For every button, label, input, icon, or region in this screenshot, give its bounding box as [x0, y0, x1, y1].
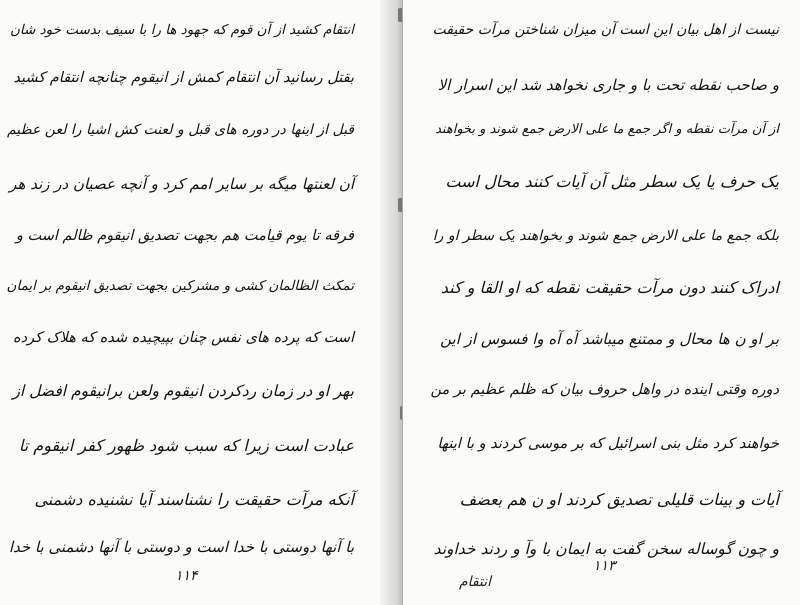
manuscript-line: از آن مرآت نقطه و اگر جمع ما علی الارض جمع شوند و بخواهند	[435, 122, 779, 137]
catchword: انتقام	[459, 574, 492, 590]
manuscript-line: انتقام کشید از آن قوم که جهود ها را با سیف بدست خود شان	[9, 22, 354, 38]
page-number: ۱۱۴	[175, 568, 198, 584]
manuscript-line: بقتل رسانید آن انتقام کمش از انیقوم چنانچه انتقام کشید	[13, 70, 354, 86]
manuscript-line: آیات و بینات قلیلی تصدیق کردند او ن هم بعضف	[459, 490, 779, 509]
manuscript-line: است که پرده های نفس چنان بپیچیده شده که هلاک کرده	[13, 330, 354, 346]
manuscript-line: خواهند کرد مثل بنی اسرائیل که بر موسی کردند و با اینها	[437, 436, 779, 452]
page-number: ۱۱۳	[593, 558, 616, 574]
manuscript-line: آنکه مرآت حقیقت را نشناسند آیا نشنیده دشمنی	[34, 490, 354, 509]
manuscript-line: نیست از اهل بیان این است آن میزان شناختن مرآت حقیقت	[432, 22, 779, 38]
manuscript-line: و چون گوساله سخن گفت به ایمان با وآ و ردند خداوند	[433, 540, 779, 558]
manuscript-line: بر او ن ها محال و ممتنع میباشد آه آه وا فسوس از این	[440, 330, 779, 348]
manuscript-line: بهر او در زمان ردکردن انیقوم ولعن برانیقوم افضل از	[12, 382, 354, 400]
manuscript-line: دوره وقتی اینده در واهل حروف بیان که ظلم عظیم بر من	[430, 382, 779, 398]
right-page	[402, 0, 800, 605]
manuscript-line: فرقه تا یوم قیامت هم بجهت تصدیق انیقوم ظالم است و	[15, 228, 354, 244]
left-page	[0, 0, 399, 605]
manuscript-line: یک حرف یا یک سطر مثل آن آیات کنند محال است	[445, 172, 779, 191]
manuscript-line: عبادت است زیرا که سبب شود ظهور کفر انیقوم تا	[18, 436, 354, 455]
manuscript-line: تمکث الظالمان کشی و مشرکین بجهت تصدیق انیقوم بر ایمان	[6, 278, 354, 294]
manuscript-line: بلکه جمع ما علی الارض جمع شوند و بخواهند یک سطر او را	[432, 228, 779, 244]
manuscript-line: با آنها دوستی با خدا است و دوستی با آنها دشمنی با خدا	[8, 538, 354, 556]
manuscript-line: قبل از اینها در دوره های قبل و لعنت کش اشیا را لعن عظیم	[6, 122, 354, 138]
manuscript-line: و صاحب نقطه تحت با و جاری نخواهد شد این اسرار الا	[437, 76, 779, 94]
manuscript-line: آن لعنتها میگه بر سایر امم کرد و آنچه عصیان در زند هر	[9, 175, 354, 193]
manuscript-line: ادراک کنند دون مرآت حقیقت نقطه که او القا و کند	[440, 278, 779, 297]
